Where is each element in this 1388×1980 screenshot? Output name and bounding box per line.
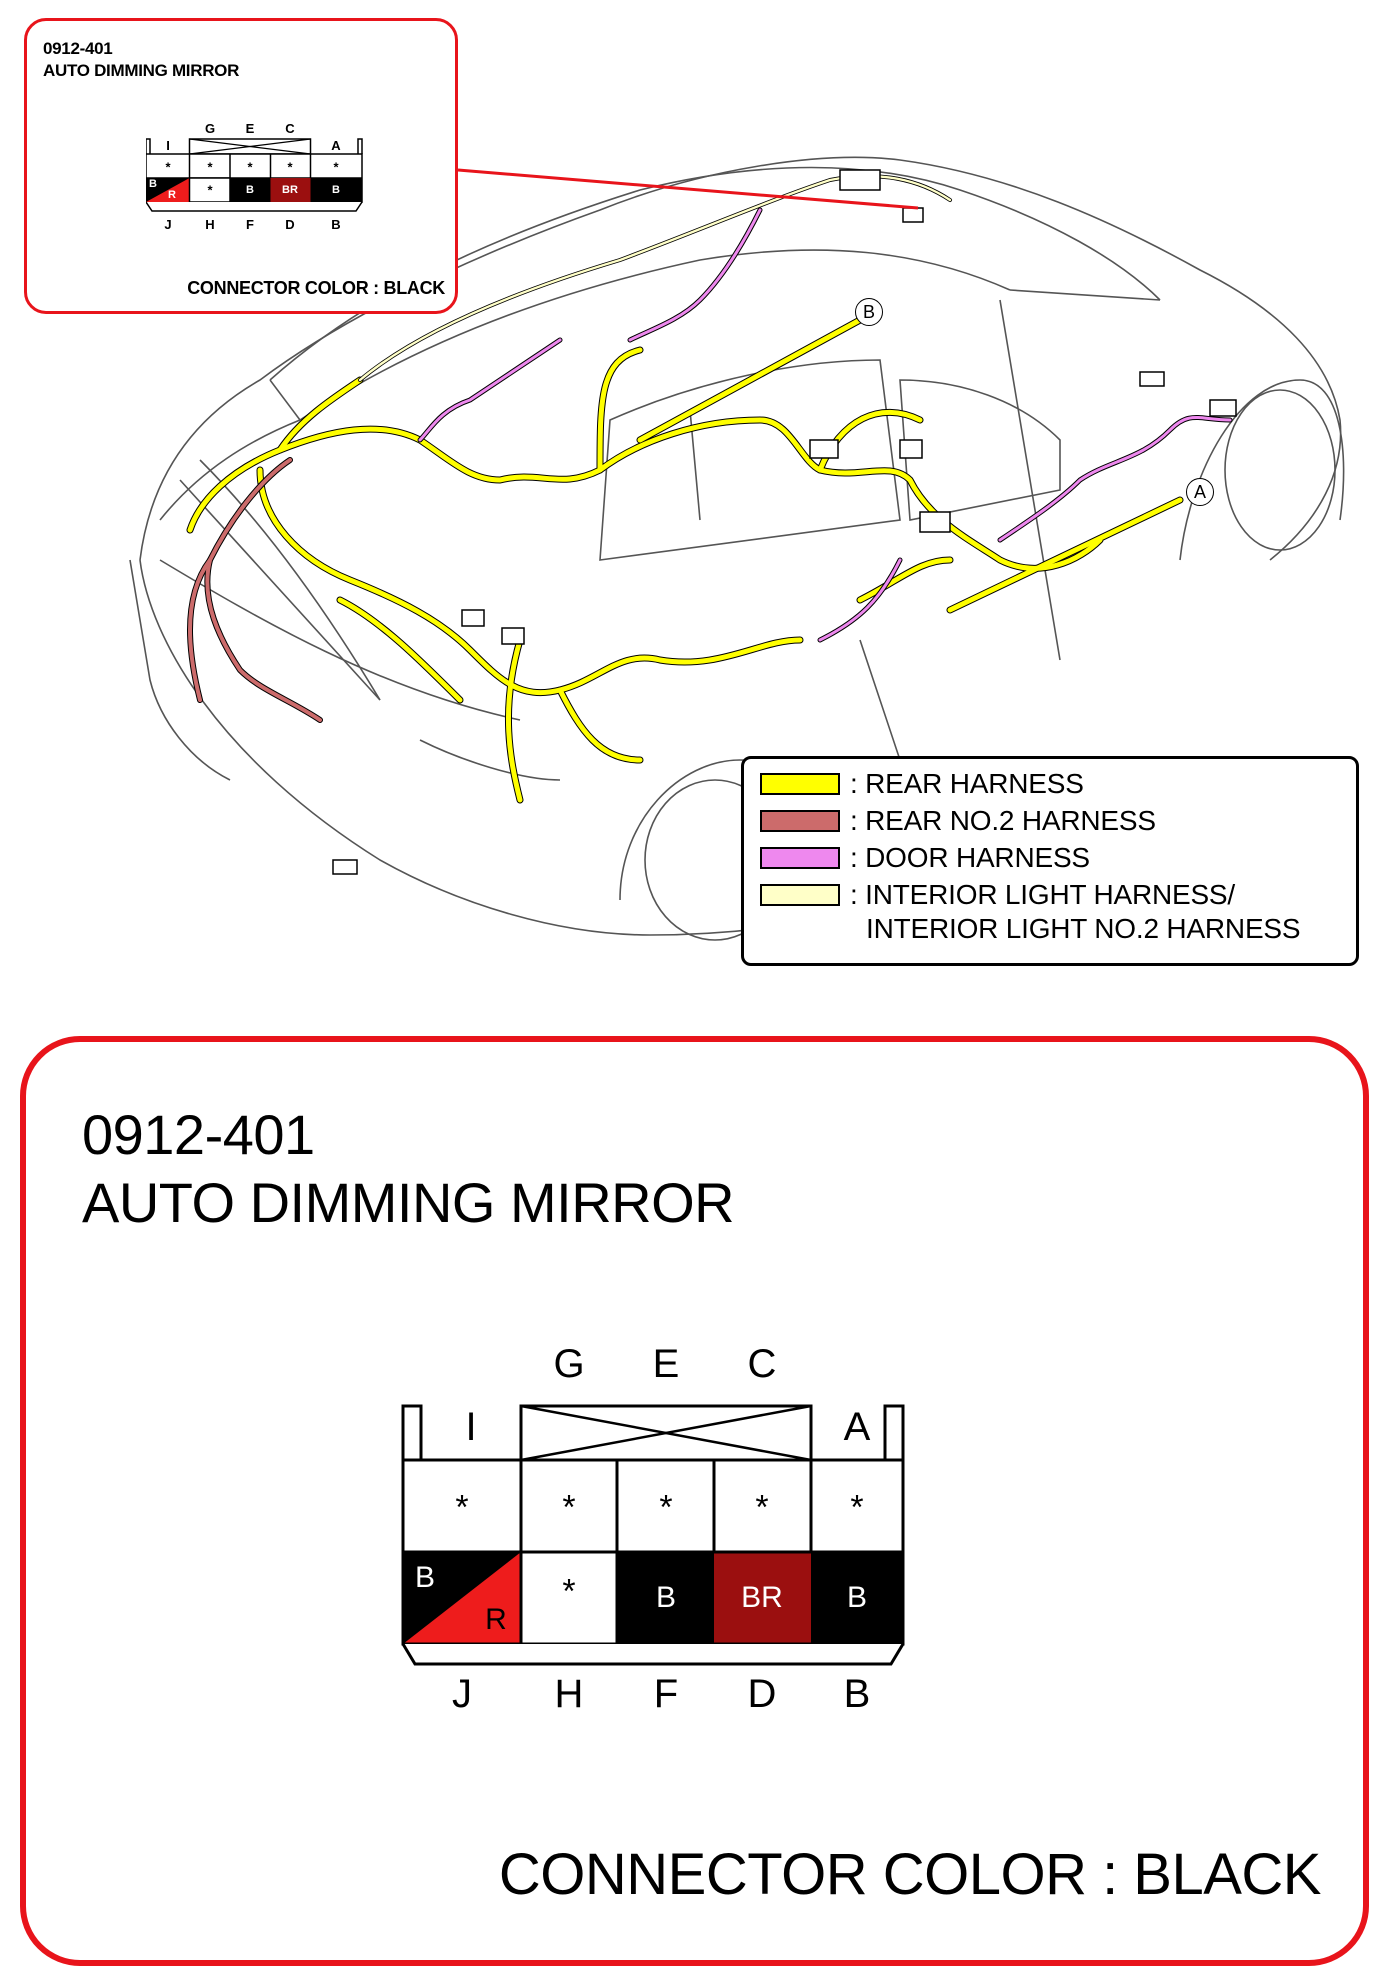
inset-pin-label-f: F [246,217,254,232]
inset-connector-color: CONNECTOR COLOR : BLACK [187,278,445,298]
legend-label-interior-light-harness: : INTERIOR LIGHT HARNESS/ [850,879,1235,910]
inset-pin-label-b: B [331,217,341,232]
legend-swatch-interior-light-harness [760,884,840,906]
cell-d: BR [741,1581,783,1614]
cell-h: * [562,1572,576,1611]
connector-name: AUTO DIMMING MIRROR [82,1171,735,1234]
connector-inset-panel [24,18,458,314]
pin-label-j: J [452,1672,472,1716]
pin-label-h: H [554,1672,584,1716]
inset-connector-diagram [146,121,366,251]
connector-code: 0912-401 [82,1103,315,1166]
cell-j-black: B [414,1561,436,1594]
legend-item-interior-light-no2 [866,914,1300,944]
cell-i: * [455,1488,469,1527]
inset-pin-label-h: H [205,217,215,232]
inset-pin-label-i: I [166,138,170,153]
inset-cell-a: * [333,159,339,175]
inset-cell-f: B [246,184,254,196]
inset-cell-e: * [247,159,253,175]
pin-label-b: B [843,1672,871,1716]
cell-e: * [659,1488,673,1527]
inset-pin-label-j: J [164,217,172,232]
legend-swatch-door-harness [760,847,840,869]
legend-swatch-rear-harness [760,773,840,795]
marker-a-label: A [1193,482,1206,502]
legend-item-interior-light-harness [760,880,1235,910]
cell-c: * [755,1488,769,1527]
pin-label-a: A [843,1405,871,1449]
marker-a [1186,478,1214,506]
pin-label-e: E [652,1342,680,1386]
inset-cell-d: BR [282,184,298,196]
inset-cell-c: * [287,159,293,175]
harness-legend [741,756,1359,966]
connector-detail-panel [20,1036,1369,1966]
inset-pin-label-d: D [285,217,295,232]
connector-face-diagram [401,1342,1041,1716]
cell-b: B [846,1581,868,1614]
pin-label-d: D [747,1672,777,1716]
legend-item-door-harness [760,843,1090,873]
inset-pin-label-a: A [331,138,341,153]
legend-label-rear-harness: : REAR HARNESS [850,768,1084,799]
pin-label-c: C [747,1342,777,1386]
inset-cell-g: * [207,159,213,175]
inset-pin-label-c: C [285,121,295,136]
inset-connector-code: 0912-401 [43,39,113,58]
legend-swatch-rear-no2-harness [760,810,840,832]
cell-a: * [850,1488,864,1527]
inset-cell-h: * [207,182,213,198]
pin-label-f: F [653,1672,679,1716]
inset-cell-i: * [165,159,171,175]
inset-connector-name: AUTO DIMMING MIRROR [43,61,240,80]
inset-cell-b: B [332,184,340,196]
legend-label-interior-light-no2: INTERIOR LIGHT NO.2 HARNESS [866,913,1301,944]
legend-label-rear-no2-harness: : REAR NO.2 HARNESS [850,805,1156,836]
inset-cell-j-red: R [168,189,176,201]
marker-b [855,298,883,326]
connector-color: CONNECTOR COLOR : BLACK [498,1842,1321,1907]
marker-b-label: B [862,302,875,322]
inset-pin-label-g: G [204,121,216,136]
legend-item-rear-harness [760,769,1084,799]
pin-label-i: I [465,1405,477,1449]
legend-label-door-harness: : DOOR HARNESS [850,842,1090,873]
legend-item-rear-no2-harness [760,806,1156,836]
inset-cell-j-black: B [149,178,157,190]
pin-label-g: G [553,1342,585,1386]
cell-f: B [655,1581,677,1614]
cell-g: * [562,1488,576,1527]
cell-j-red: R [485,1603,507,1636]
inset-pin-label-e: E [245,121,255,136]
